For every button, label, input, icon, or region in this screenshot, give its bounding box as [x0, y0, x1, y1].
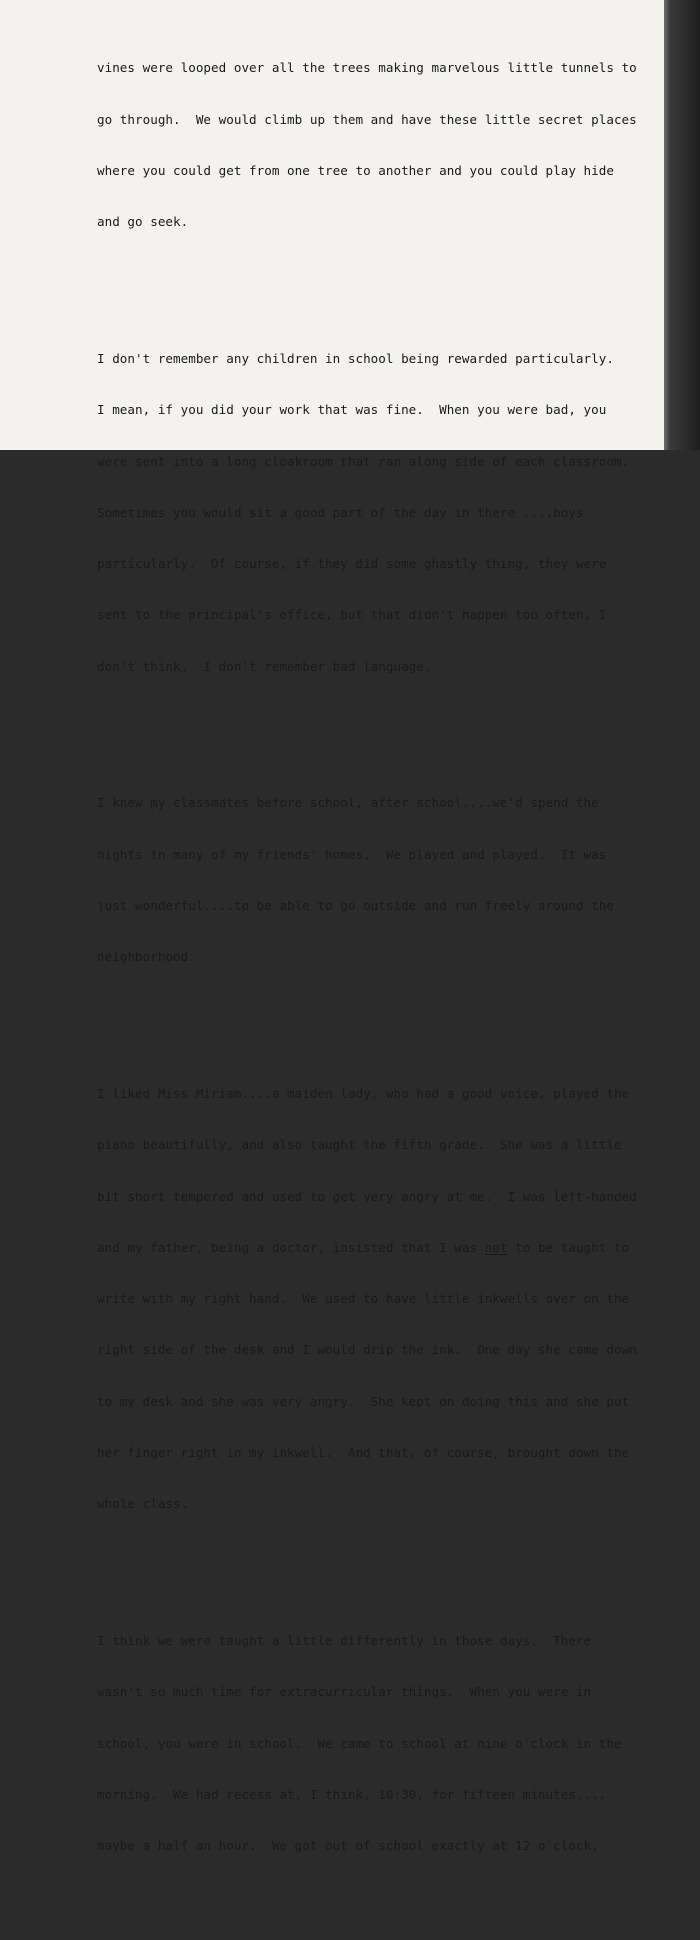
text-line: I liked Miss Miriam....a maiden lady, who had a good voice, played the: [97, 1086, 630, 1101]
text-line: piano beautifully, and also taught the fifth grade. She was a little: [97, 1137, 622, 1153]
text-line: I think we were taught a little differently in those days. There: [97, 1633, 592, 1648]
text-line: vines were looped over all the trees making marvelous little tunnels to: [97, 60, 637, 76]
text-line-with-underline: [97, 1239, 637, 1256]
text-line: wasn't so much time for extracurricular things. When you were in: [97, 1684, 592, 1700]
text-line: morning. We had recess at, I think, 10:30, for fifteen minutes....: [97, 1786, 607, 1802]
paragraph-1: [97, 25, 637, 264]
text-segment: to be taught to: [507, 1239, 630, 1255]
text-line: right side of the desk and I would drip the ink. One day she came down: [97, 1342, 637, 1358]
text-line: I mean, if you did your work that was fine. When you were bad, you: [97, 402, 607, 418]
paragraph-5: [97, 1598, 637, 1889]
text-line: were sent into a long cloakroom that ran along side of each classroom.: [97, 453, 630, 469]
text-segment: and my father, being a doctor, insisted that I was: [97, 1239, 485, 1255]
text-line: nights in many of my friends' homes. We played and played. It was: [97, 846, 607, 862]
text-line: bit short tempered and used to get very angry at me. I was left-handed: [97, 1188, 637, 1204]
text-line: just wonderful....to be able to go outside and run freely around the: [97, 897, 614, 913]
text-line: write with my right hand. We used to have little inkwells over on the: [97, 1291, 630, 1307]
typed-text-body: [97, 0, 637, 1940]
paragraph-3: [97, 760, 637, 999]
text-line: go through. We would climb up them and have these little secret places: [97, 111, 637, 127]
text-line: sent to the principal's office, but that didn't happen too often, I: [97, 607, 607, 623]
text-line: where you could get from one tree to another and you could play hide: [97, 162, 614, 178]
underlined-word: not: [484, 1239, 508, 1255]
text-line: maybe a half an hour. We got out of school exactly at 12 o'clock,: [97, 1838, 599, 1854]
text-line: to my desk and she was very angry. She kept on doing this and she put: [97, 1393, 630, 1409]
text-line: particularly. Of course, if they did some ghastly thing, they were: [97, 556, 607, 572]
text-line: school, you were in school. We came to school at nine o'clock in the: [97, 1735, 622, 1751]
text-line: don't think. I don't remember bad language.: [97, 658, 432, 674]
text-line: her finger right in my inkwell. And that, of course, brought down the: [97, 1444, 630, 1460]
paragraph-4: [97, 1051, 637, 1547]
text-line: whole class.: [97, 1496, 189, 1512]
text-line: neighborhood.: [97, 949, 196, 965]
text-line: I knew my classmates before school, after school....we'd spend the: [97, 795, 599, 811]
scanner-dark-edge: [664, 0, 700, 450]
text-line: I don't remember any children in school being rewarded particularly.: [97, 350, 614, 366]
text-line: Sometimes you would sit a good part of the day in there ....boys: [97, 504, 584, 520]
text-line: and go seek.: [97, 214, 189, 230]
paragraph-2: [97, 316, 637, 709]
